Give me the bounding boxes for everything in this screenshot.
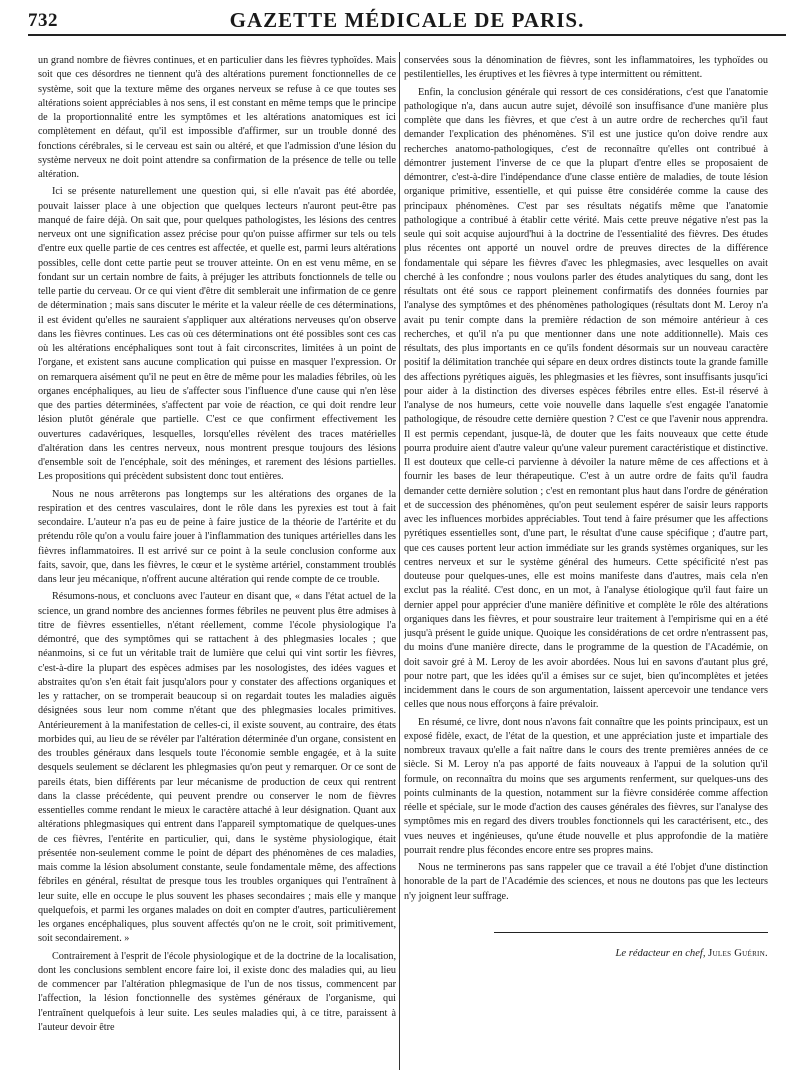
paragraph: Résumons-nous, et concluons avec l'auteur en disant que, « dans l'état actuel de la science, un grand nombre des anciennes formes fébriles ne peuvent plus être admises à titre de fièvres essentielles, n'étant réellement, comme l'école physiologique l'a démontré, que des symptômes qui se rattachent à des phlegmasies locales ; que néanmoins, si ce fut un véritable trait de lumière que celui qui vint sortir les fièvres, c'est-à-dire la plupart des espèces admises par les nosologistes, des idées vagues et abstraites qu'on s'en était fait jusqu'alors pour y constater des affections organiques et les y rattacher, on se tromperait beaucoup si on regardait toutes les maladies aiguës désignées sous leur nom comme n'étant que des phlegmasies locales primitives. Antérieurement à la manifestation de celles-ci, il existe souvent, au contraire, des états morbides qui, au lieu de se révéler par l'altération déterminée d'un organe, consistent en des troubles généraux dans lesquels toute l'économie semble engagée, et à la suite desquels seulement se déclarent les phlegmasies qu'on peut y remarquer. Or ce sont de pareils états, bien différents par leur mécanisme de production de ceux qui rentrent dans la classe précédente, qui peuvent prendre ou conserver le nom de fièvres essentielles comme rendant le mieux le caractère attaché à leur désignation. Quant aux altérations phlegmasiques qui entrent dans l'appareil symptomatique de quelques-unes de ces fièvres, l'entérite en particulier, qui, dans le système physiologique, était présentée non-seulement comme le point de départ des phénomènes de ces maladies, mais comme la lésion absolument constante, seule fondamentale même, des affections fébriles en général, résultat de presque tous les troubles organiques qui l'entraînent à leur suite, elle en occupe le plus souvent les phases secondaires ; mais elle y manque quelquefois, et parmi les organes malades on doit en compter d'autres, particulièrement les organes encéphaliques, plus souvent affectés qu'on ne le croit, soit primitivement, soit secondairement. »	[38, 591, 396, 945]
paragraph: En résumé, ce livre, dont nous n'avons fait connaître que les points principaux, est un exposé fidèle, exact, de l'état de la question, et une appréciation juste et impartiale des nombreux travaux qu'elle a fait naître dans le cours des trente premières années de ce siècle. Si M. Leroy n'a pas apporté de faits nouveaux à l'appui de la solution qu'il formule, on reconnaîtra du moins que ses arguments renferment, sur quelques-uns des points culminants de la question, notamment sur la fièvre considérée comme affection réelle et spéciale, sur le mode d'action des causes générales des fièvres, sur l'analyse des symptômes mis en regard des divers troubles fonctionnels qui les caractérisent, etc., des vues neuves et ingénieuses, qu'une étude nouvelle et plus approfondie de la matière pourrait rendre plus fécondes encore entre ses propres mains.	[404, 716, 768, 856]
journal-title: GAZETTE MÉDICALE DE PARIS.	[229, 8, 585, 32]
paragraph: Nous ne terminerons pas sans rappeler que ce travail a été l'objet d'une distinction honorable de la part de l'Académie des sciences, et nous ne doutons pas que les lecteurs n'y joignent leur suffrage.	[404, 862, 768, 902]
paragraph: Contrairement à l'esprit de l'école physiologique et de la doctrine de la localisation, dont les conclusions semblent encore faire loi, il existe donc des maladies qui, au lieu de commencer par l'altération phlegmasique de l'un de nos tissus, commencent par l'affection, la lésion fonctionnelle des systèmes généraux de l'organisme, qui l'entraînent quelquefois à leur suite. Les seules maladies qui, à ce titre, paraissent à l'auteur devoir être	[38, 950, 396, 1033]
column-divider	[399, 52, 400, 1070]
page-number: 732	[28, 10, 58, 31]
editor-name: Jules Guérin.	[708, 947, 768, 959]
left-column	[38, 54, 396, 1072]
signature-prefix: Le rédacteur en chef,	[615, 947, 709, 959]
signature-rule	[494, 932, 768, 933]
paragraph: un grand nombre de fièvres continues, et en particulier dans les fièvres typhoïdes. Mais soit que ces désordres ne tiennent qu'à des altérations purement fonctionnelles de ce système, soit que la texture même des organes nerveux se refuse à ce que toutes ses altérations soient appréciables à nos sens, il est constant en même temps que le principe de la proportionnalité entre les symptômes et les altérations anatomiques est ici complètement en défaut, qu'il est impossible d'affirmer, sur un trouble donné des fonctions cérébrales, si le cerveau est sain ou altéré, et que l'admission d'une lésion du système nerveux ne doit point attendre sa confirmation de la présence de telle ou telle altération.	[38, 55, 396, 180]
paragraph: Nous ne nous arrêterons pas longtemps sur les altérations des organes de la respiration et des centres vasculaires, dont le rôle dans les pyrexies est tout à fait secondaire. L'auteur n'a pas eu de peine à faire justice de la théorie de l'artérite et du prétendu rôle qu'on a voulu faire jouer à l'inflammation des tuniques artérielles dans les fièvres inflammatoires. Il est arrivé sur ce point à la seule conclusion conforme aux faits, savoir, que, dans les fièvres, le cœur et le système artériel, constamment troublés dans leur jeu mécanique, n'offrent aucune altération qui rende compte de ce trouble.	[38, 488, 396, 585]
paragraph: Ici se présente naturellement une question qui, si elle n'avait pas été abordée, pouvait laisser place à une objection que quelques lecteurs n'auront peut-être pas manqué de faire déjà. On sait que, pour quelques pathologistes, les lésions des centres nerveux ont une signification assez précise pour qu'on puisse affirmer sur tels ou tels d'entre eux quelle partie de ces centres est affectée, et quelle est, parmi leurs altérations possibles, celle dont cette partie peut se trouver atteinte. On en est venu même, en se fondant sur un certain nombre de faits, à préjuger les attributs fonctionnels de telle ou telle partie du cerveau. Or ce qui vient d'être dit semblerait une infirmation de ce genre de détermination ; mais sans discuter le mérite et la valeur réelle de ces déterminations, il est évident qu'elles ne sauraient s'appliquer aux altérations nerveuses qu'on observe dans les fièvres continues. Les cas où ces déterminations ont été possibles sont ces cas où les altérations encéphaliques sont tout à fait circonscrites, limitées à un point de l'organe, et existent sans aucune complication qui puisse en masquer l'expression. Or on remarquera aisément qu'il ne peut en être de même pour les maladies fébriles, où les organes encéphaliques, au lieu de s'affecter sous l'influence d'une cause qui n'en lèse que des parties déterminées, s'affectent par voie de réaction, ce qui doit rendre leur lésion plutôt générale que partielle. C'est ce que confirment effectivement les ouvertures cadavériques, lesquelles, lorsqu'elles révèlent des traces matérielles d'altération dans les centres nerveux, nous montrent presque toujours des lésions d'ensemble soit de l'encéphale, soit des méninges, et rarement des lésions partielles. Les propositions qui précèdent subsistent donc tout entières.	[38, 186, 396, 483]
paragraph: Enfin, la conclusion générale qui ressort de ces considérations, c'est que l'anatomie pathologique n'a, dans aucun autre sujet, dévoilé son insuffisance d'une manière plus complète que dans les fièvres, et que c'est à un autre ordre de recherches qu'il faut demander l'explication des phénomènes. S'il est une justice qu'on doive rendre aux recherches anatomo-pathologiques, c'est de reconnaître qu'elles ont contribué à démontrer justement l'inverse de ce que la plupart d'entre elles se proposaient de démontrer, c'est-à-dire l'indépendance d'une classe entière de maladies, de toute lésion organique primitive, essentielle, et qui puisse être considérée comme la cause des principaux phénomènes. C'est par ses résultats négatifs même que l'anatomie pathologique a contribué à établir cette vérité. Mais cette preuve négative n'est pas la seule qui soit acquise aujourd'hui à la doctrine de l'essentialité des fièvres. Des études plus récentes ont apporté un nouvel ordre de preuves directes de la différence fondamentale qui sépare les fièvres d'avec les phlegmasies, avec lesquelles on avait cherché à les confondre ; nous voulons parler des études analytiques du sang, dont les résultats ont été sous ce rapport pleinement confirmatifs des données fournies par l'analyse des symptômes et des phénomènes pathologiques (résultats dont M. Leroy n'a avait pu tenir compte dans la première rédaction de son mémoire antérieur à ces recherches, et qu'il n'a pu que mentionner dans une note additionnelle). Mais ces résultats, des plus importants en ce qu'ils fondent désormais sur un nouveau caractère positif la délimitation tranchée qui sépare en deux ordres distincts toute la grande famille des affections pyrétiques aiguës, les phlegmasies et les fièvres, sont insuffisants jusqu'ici pour aider à la distinction des diverses espèces fébriles entre elles. Est-il réservé à l'analyse de nos humeurs, cette voie nouvelle dans laquelle s'est engagée l'anatomie pathologique, de résoudre cette dernière question ? C'est ce que l'avenir nous apprendra. Il est permis cependant, jusque-là, de douter que les faits nouveaux que cette étude pourra produire aient d'autre valeur qu'une valeur purement caractéristique et distinctive. Il est douteux que celle-ci parvienne à dévoiler la nature même de ces affections et à fournir les bases de leur thérapeutique. C'est à un autre ordre de faits qu'il faudra demander cette dernière solution ; c'est en remontant plus haut dans l'ordre de génération et de succession des phénomènes, qu'on peut seulement espérer de saisir leurs rapports avec les influences morbides appréciables. Tout tend à faire présumer que les affections pyrétiques essentielles sont, d'une part, le résultat d'une cause spécifique ; d'autre part, que ces causes portent leur action immédiate sur les grands systèmes organiques, sur les centres nerveux et sur le système général des humeurs. Cette spécificité n'est pas douteuse pour quelques-unes, elle est moins manifeste dans d'autres, mais cela n'en exclut pas la réalité. C'est donc, en un mot, à l'analyse étiologique qu'il faut faire un dernier appel pour apprécier d'une manière définitive et complète le rôle des altérations organiques dans les fièvres, et pour soustraire leur traitement à l'empirisme qui en a été jusqu'à présent le guide unique. Quoique les considérations de cet ordre n'entrassent pas, du moins d'une manière directe, dans le programme de la question de l'Académie, on doit savoir gré à M. Leroy de les avoir abordées. Nous lui en savons d'autant plus gré, pour notre part, que les idées qu'il a émises sur ce sujet, bien qu'incomplètes et jetées incidemment dans le cours de son argumentation, laissent apercevoir une tendance vers celles que nous nous efforçons à faire prévaloir.	[404, 86, 768, 711]
right-column	[404, 54, 768, 1072]
page-header	[28, 4, 786, 36]
paragraph: conservées sous la dénomination de fièvres, sont les inflammatoires, les typhoïdes ou pestilentielles, les éruptives et les fièvres à type intermittent ou rémittent.	[404, 55, 768, 81]
editor-signature	[404, 947, 768, 961]
